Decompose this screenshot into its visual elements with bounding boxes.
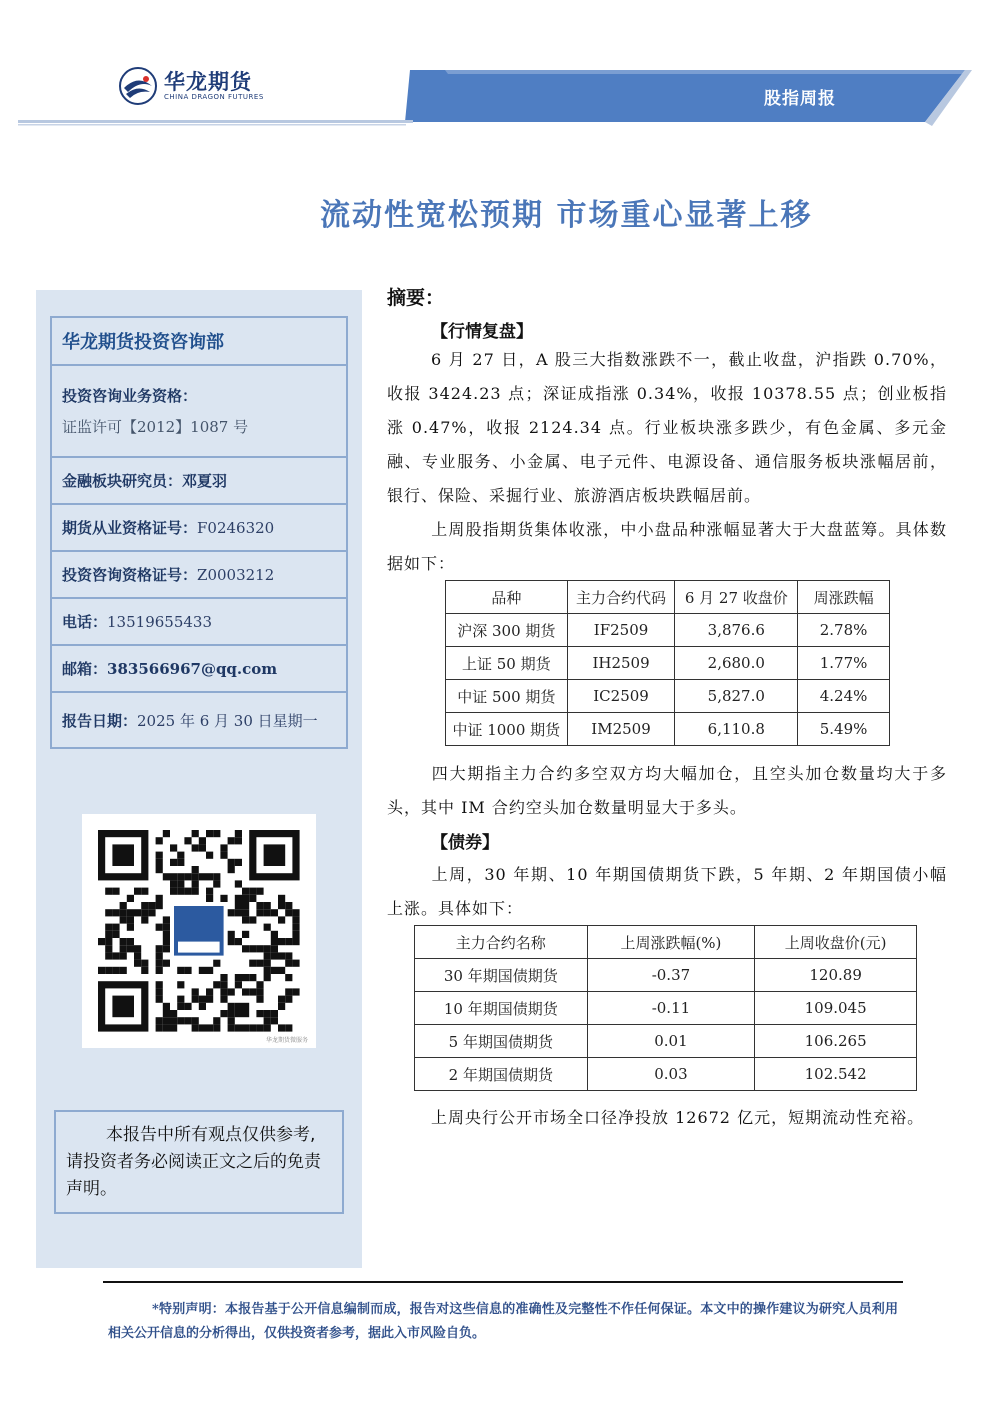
qr-code-icon (82, 814, 316, 1048)
analyst-value: 邓夏羽 (182, 472, 228, 490)
liquidity-paragraph (387, 1101, 947, 1135)
table-cell: 中证 500 期货 (446, 680, 568, 713)
table-cell: 沪深 300 期货 (446, 614, 568, 647)
market-review-heading: 【行情复盘】 (431, 322, 533, 342)
table-row (446, 680, 890, 713)
company-logo (118, 62, 264, 108)
table-header-cell: 上周涨跌幅(%) (587, 926, 755, 959)
bond-text: 上周，30 年期、10 年期国债期货下跌，5 年期、2 年期国债小幅上涨。具体如下： (387, 865, 947, 918)
table-cell: 109.045 (755, 992, 917, 1025)
liquidity-text: 上周央行公开市场全口径净投放 12672 亿元，短期流动性充裕。 (431, 1108, 925, 1127)
table-cell: IM2509 (567, 713, 675, 746)
dept-name: 华龙期货投资咨询部 (62, 332, 224, 353)
futures-cert-label: 期货从业资格证号： (62, 519, 198, 537)
market-review-text: 6 月 27 日，A 股三大指数涨跌不一，截止收盘，沪指跌 0.70%，收报 3424.23 点；深证成指涨 0.34%，收报 10378.55 点；创业板指涨 0.47%，收报 2124.34 点。行业板块涨多跌少，有色金属、多元金融、专业服务、小金属、电子元件、电源设备、通信服务板块涨幅居前，银行、保险、采掘行业、旅游酒店板块跌幅居前。 (387, 350, 947, 505)
table-header-cell: 品种 (446, 581, 568, 614)
summary-heading: 摘要： (387, 287, 445, 309)
table-cell: 6,110.8 (675, 713, 798, 746)
table-header-cell: 上周收盘价(元) (755, 926, 917, 959)
table-cell: 3,876.6 (675, 614, 798, 647)
advisory-cert-label: 投资咨询资格证号： (62, 566, 198, 584)
table-row (446, 614, 890, 647)
index-futures-table (445, 580, 890, 746)
table-cell: 上证 50 期货 (446, 647, 568, 680)
table-cell: 5.49% (798, 713, 890, 746)
bond-paragraph (387, 858, 947, 926)
table-cell: IC2509 (567, 680, 675, 713)
analyst-label: 金融板块研究员： (62, 472, 183, 490)
table-cell: 120.89 (755, 959, 917, 992)
positions-paragraph (387, 757, 947, 825)
report-date-label: 报告日期： (62, 711, 138, 730)
report-title: 流动性宽松预期 市场重心显著上移 (320, 198, 813, 233)
table-cell: 2,680.0 (675, 647, 798, 680)
index-futures-paragraph (387, 513, 947, 581)
analyst-row (52, 456, 346, 503)
table-cell: -0.11 (587, 992, 755, 1025)
table-cell: 4.24% (798, 680, 890, 713)
table-row (415, 992, 917, 1025)
qr-code[interactable] (82, 814, 316, 1048)
table-row (446, 713, 890, 746)
qr-caption: 华龙期货微服务 (265, 1037, 308, 1044)
table-header-row (415, 926, 917, 959)
analyst-info-box (50, 316, 348, 749)
table-cell: 10 年期国债期货 (415, 992, 588, 1025)
qualification-label: 投资咨询业务资格： (62, 387, 198, 405)
report-date-value: 2025 年 6 月 30 日星期一 (137, 711, 318, 730)
dragon-logo-icon (118, 66, 158, 106)
table-cell: 1.77% (798, 647, 890, 680)
bond-heading: 【债券】 (431, 833, 499, 853)
index-futures-text: 上周股指期货集体收涨，中小盘品种涨幅显著大于大盘蓝筹。具体数据如下： (387, 520, 947, 573)
table-cell: 5 年期国债期货 (415, 1025, 588, 1058)
positions-text: 四大期指主力合约多空双方均大幅加仓，且空头加仓数量均大于多头，其中 IM 合约空头加仓数量明显大于多头。 (387, 764, 947, 817)
table-header-cell: 主力合约代码 (567, 581, 675, 614)
table-header-cell: 6 月 27 收盘价 (675, 581, 798, 614)
table-cell: -0.37 (587, 959, 755, 992)
table-cell: 0.03 (587, 1058, 755, 1091)
table-cell: IF2509 (567, 614, 675, 647)
table-header-cell: 主力合约名称 (415, 926, 588, 959)
sidebar (36, 290, 362, 1268)
email-row (52, 644, 346, 691)
qualification-value: 证监许可【2012】1087 号 (62, 418, 249, 436)
advisory-cert-row (52, 550, 346, 597)
table-cell: 106.265 (755, 1025, 917, 1058)
phone-label: 电话： (62, 613, 108, 631)
table-cell: 2 年期国债期货 (415, 1058, 588, 1091)
table-cell: 0.01 (587, 1025, 755, 1058)
table-cell: 2.78% (798, 614, 890, 647)
table-row (415, 1058, 917, 1091)
phone-row (52, 597, 346, 644)
email-value[interactable]: 383566967@qq.com (107, 659, 278, 678)
footer-divider (103, 1281, 903, 1283)
market-review-paragraph (387, 343, 947, 513)
qualification-row (52, 364, 346, 456)
table-cell: 30 年期国债期货 (415, 959, 588, 992)
bond-futures-table (414, 925, 917, 1091)
email-label: 邮箱： (62, 660, 108, 678)
futures-cert-row (52, 503, 346, 550)
table-row (415, 1025, 917, 1058)
table-row (446, 647, 890, 680)
report-type-label: 股指周报 (764, 89, 836, 109)
logo-text-cn: 华龙期货 (164, 70, 252, 94)
table-cell: IH2509 (567, 647, 675, 680)
table-cell: 5,827.0 (675, 680, 798, 713)
table-header-row (446, 581, 890, 614)
table-cell: 中证 1000 期货 (446, 713, 568, 746)
special-statement: *特别声明：本报告基于公开信息编制而成，报告对这些信息的准确性及完整性不作任何保证。本文中的操作建议为研究人员利用相关公开信息的分析得出，仅供投资者参考，据此入市风险自负。 (108, 1302, 898, 1341)
phone-value: 13519655433 (107, 612, 212, 631)
table-header-cell: 周涨跌幅 (798, 581, 890, 614)
table-row (415, 959, 917, 992)
disclaimer-text: 本报告中所有观点仅供参考,请投资者务必阅读正文之后的免责声明。 (66, 1125, 321, 1199)
futures-cert-value: F0246320 (197, 518, 275, 537)
advisory-cert-value: Z0003212 (197, 565, 275, 584)
report-date-row (52, 691, 346, 747)
disclaimer-box (54, 1110, 344, 1214)
logo-text-en: CHINA DRAGON FUTURES (164, 93, 264, 101)
table-cell: 102.542 (755, 1058, 917, 1091)
